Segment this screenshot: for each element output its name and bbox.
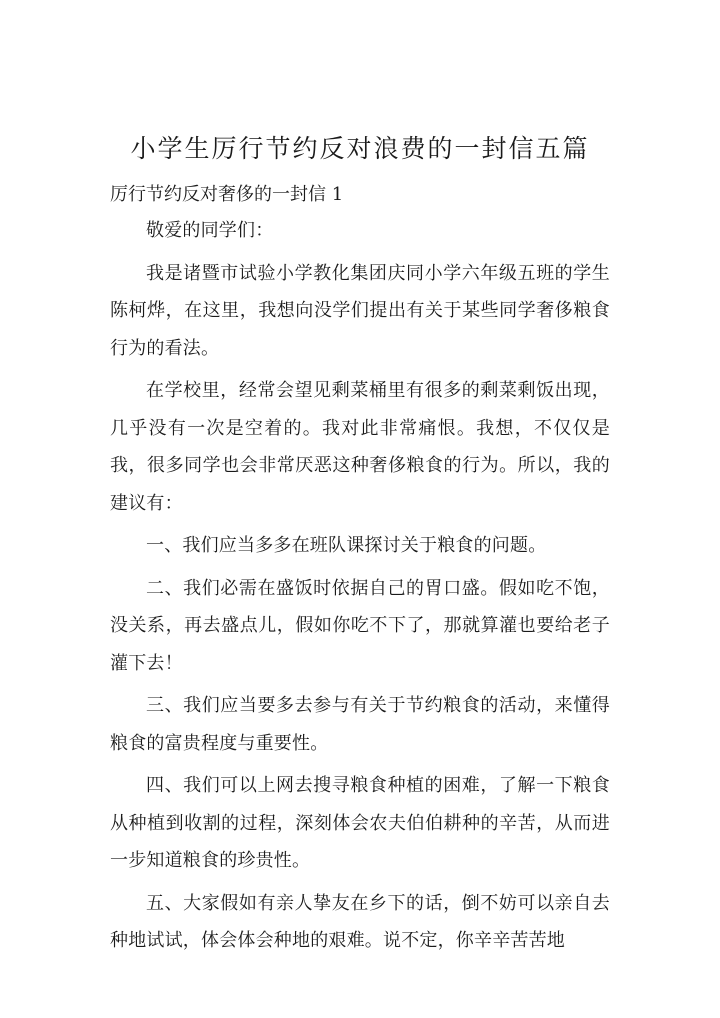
paragraph-observation: 在学校里，经常会望见剩菜桶里有很多的剩菜剩饭出现，几乎没有一次是空着的。我对此非常痛恨。我想，不仅仅是我，很多同学也会非常厌恶这种奢侈粮食的行为。所以，我的建议有： (110, 380, 610, 514)
document-title: 小学生厉行节约反对浪费的一封信五篇 (130, 133, 590, 163)
paragraph-suggestion-1: 一、我们应当多多在班队课探讨关于粮食的问题。 (146, 535, 547, 556)
letter-body (110, 212, 610, 960)
salutation: 敬爱的同学们： (146, 220, 274, 241)
paragraph-suggestion-5: 五、大家假如有亲人挚友在乡下的话，倒不妨可以亲自去种地试试，体会体会种地的艰难。说不定，你辛辛苦苦地 (110, 892, 610, 951)
paragraph-suggestion-3: 三、我们应当要多去参与有关于节约粮食的活动，来懂得粮食的富贵程度与重要性。 (110, 695, 610, 754)
section-title: 厉行节约反对奢侈的一封信 1 (110, 184, 344, 205)
paragraph-suggestion-2: 二、我们必需在盛饭时依据自己的胃口盛。假如吃不饱，没关系，再去盛点儿，假如你吃不下了，那就算灌也要给老子灌下去！ (110, 577, 610, 674)
paragraph-intro: 我是诸暨市试验小学教化集团庆同小学六年级五班的学生陈柯烨，在这里，我想向没学们提出有关于某些同学奢侈粮食行为的看法。 (110, 262, 610, 359)
paragraph-suggestion-4: 四、我们可以上网去搜寻粮食种植的困难，了解一下粮食从种植到收割的过程，深刻体会农夫伯伯耕种的辛苦，从而进一步知道粮食的珍贵性。 (110, 775, 610, 871)
